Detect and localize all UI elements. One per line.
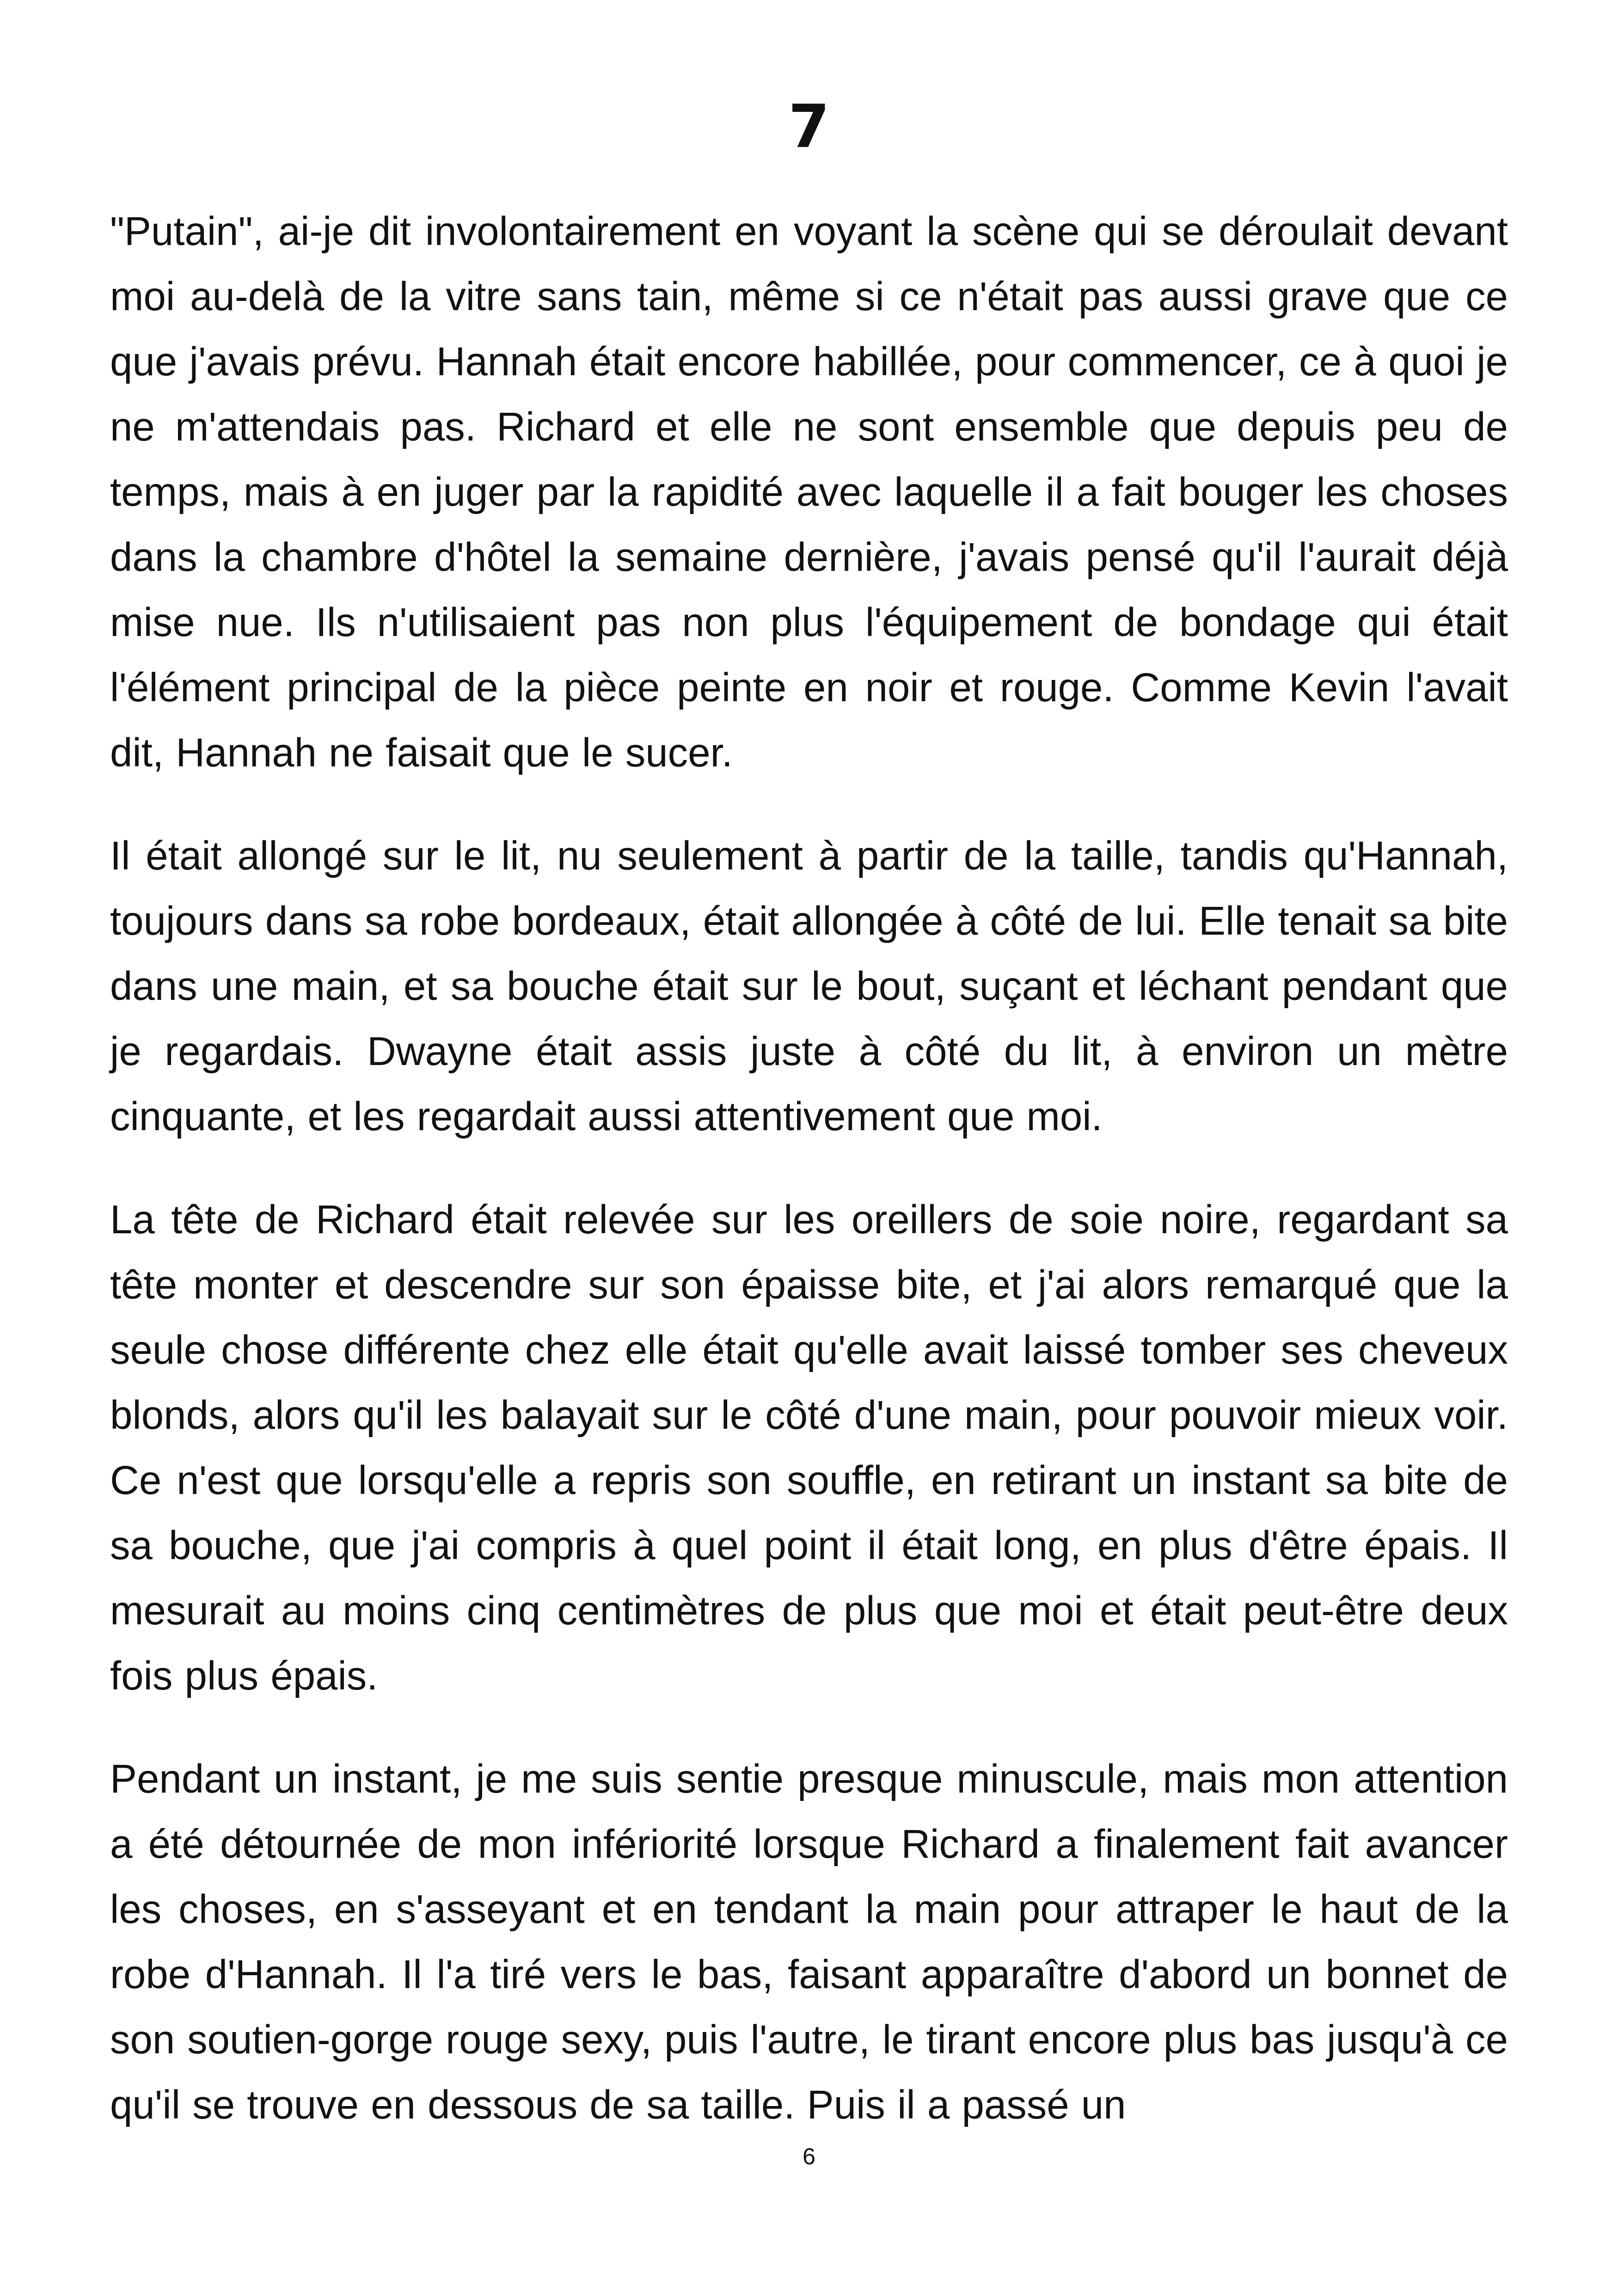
paragraph: "Putain", ai-je dit involontairement en voyant la scène qui se déroulait devant moi au-delà de la vitre sans tain, même si ce n'était pas aussi grave que ce que j'avais prévu. Hannah était encore habillée, pour commencer, ce à quoi je ne m'attendais pas. Richard et elle ne sont ensemble que depuis peu de temps, mais à en juger par la rapidité avec laquelle il a fait bouger les choses dans la chambre d'hôtel la semaine dernière, j'avais pensé qu'il l'aurait déjà mise nue. Ils n'utilisaient pas non plus l'équipement de bondage qui était l'élément principal de la pièce peinte en noir et rouge. Comme Kevin l'avait dit, Hannah ne faisait que le sucer. (110, 209, 1508, 775)
page-number: 6 (803, 2143, 815, 2169)
paragraph: Il était allongé sur le lit, nu seulement à partir de la taille, tandis qu'Hannah, toujours dans sa robe bordeaux, était allongée à côté de lui. Elle tenait sa bite dans une main, et sa bouche était sur le bout, suçant et léchant pendant que je regardais. Dwayne était assis juste à côté du lit, à environ un mètre cinquante, et les regardait aussi attentivement que moi. (110, 833, 1508, 1139)
chapter-number: 7 (788, 92, 830, 161)
paragraph: Pendant un instant, je me suis sentie presque minuscule, mais mon attention a été détournée de mon infériorité lorsque Richard a finalement fait avancer les choses, en s'asseyant et en tendant la main pour attraper le haut de la robe d'Hannah. Il l'a tiré vers le bas, faisant apparaître d'abord un bonnet de son soutien-gorge rouge sexy, puis l'autre, le tirant encore plus bas jusqu'à ce qu'il se trouve en dessous de sa taille. Puis il a passé un (110, 1757, 1508, 2127)
paragraph: La tête de Richard était relevée sur les oreillers de soie noire, regardant sa tête monter et descendre sur son épaisse bite, et j'ai alors remarqué que la seule chose différente chez elle était qu'elle avait laissé tomber ses cheveux blonds, alors qu'il les balayait sur le côté d'une main, pour pouvoir mieux voir. Ce n'est que lorsqu'elle a repris son souffle, en retirant un instant sa bite de sa bouche, que j'ai compris à quel point il était long, en plus d'être épais. Il mesurait au moins cinq centimètres de plus que moi et était peut-être deux fois plus épais. (110, 1197, 1508, 1698)
body-text (110, 199, 1508, 2175)
